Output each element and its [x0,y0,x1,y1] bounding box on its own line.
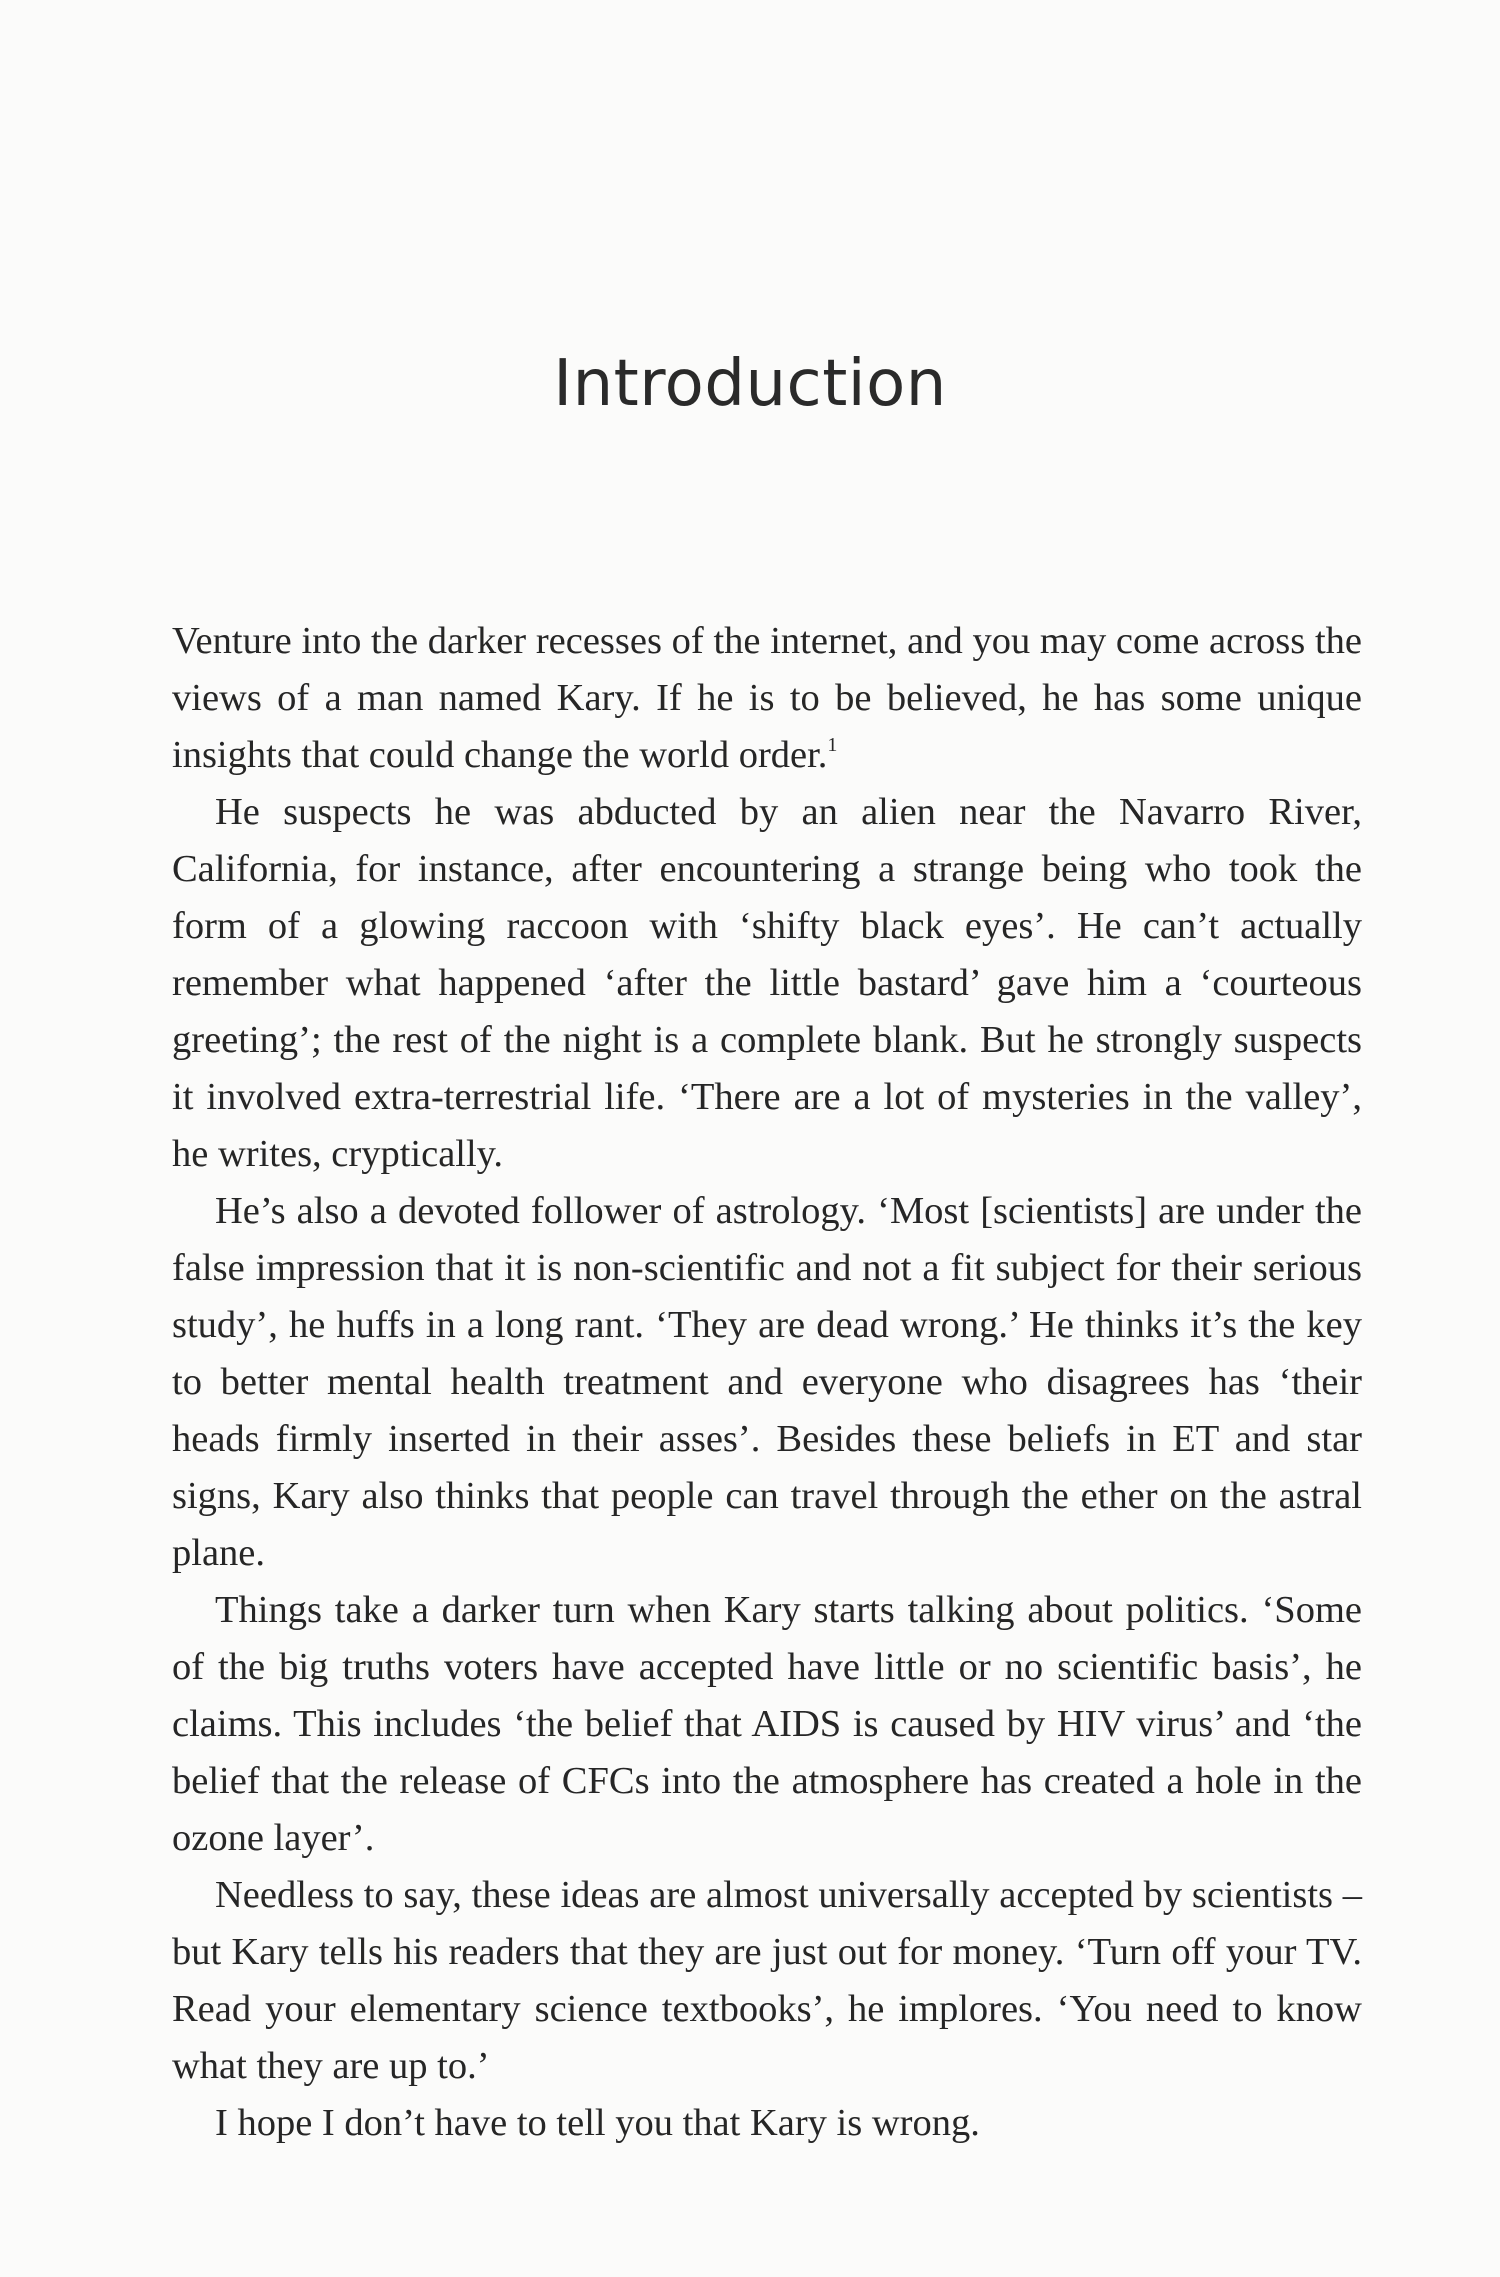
paragraph-2: He suspects he was abducted by an alien near the Navarro River, California, for instance, after encountering a strange being who took the form of a glowing raccoon with ‘shifty black eyes’. He can’t actually remember what happened ‘after the little bastard’ gave him a ‘courteous greeting’; the rest of the night is a complete blank. But he strongly suspects it involved extra-terrestrial life. ‘There are a lot of mysteries in the valley’, he writes, cryptically. [172,791,1362,1175]
paragraph-1 [172,613,1362,784]
paragraph-4: Things take a darker turn when Kary starts talking about politics. ‘Some of the big truths voters have accepted have little or no scientific basis’, he claims. This includes ‘the belief that AIDS is caused by HIV virus’ and ‘the belief that the release of CFCs into the atmosphere has created a hole in the ozone layer’. [172,1589,1362,1859]
chapter-title: Introduction [553,347,947,421]
paragraph-3: He’s also a devoted follower of astrology. ‘Most [scientists] are under the false impression that it is non-scientific and not a fit subject for their serious study’, he huffs in a long rant. ‘They are dead wrong.’ He thinks it’s the key to better mental health treatment and everyone who disagrees has ‘their heads firmly inserted in their asses’. Besides these beliefs in ET and star signs, Kary also thinks that people can travel through the ether on the astral plane. [172,1190,1362,1574]
paragraph-6: I hope I don’t have to tell you that Kary is wrong. [215,2102,980,2144]
footnote-reference[interactable]: 1 [827,734,838,756]
paragraph-1-text: Venture into the darker recesses of the internet, and you may come across the views of a man named Kary. If he is to be believed, he has some unique insights that could change the world order. [172,620,1362,776]
chapter-body [172,613,1362,2152]
paragraph-5: Needless to say, these ideas are almost universally accepted by scientists – but Kary tells his readers that they are just out for money. ‘Turn off your TV. Read your elementary science textbooks’, he implores. ‘You need to know what they are up to.’ [172,1874,1362,2087]
